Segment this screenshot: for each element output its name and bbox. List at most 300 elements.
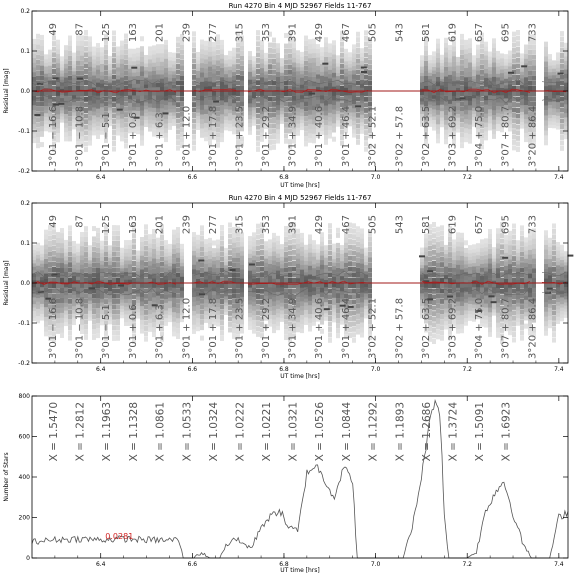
heat-cell: [92, 325, 96, 330]
heat-cell: [96, 130, 100, 135]
heat-cell: [192, 135, 196, 140]
heat-cell: [200, 54, 204, 59]
heat-cell: [68, 86, 72, 91]
heat-cell: [360, 248, 364, 253]
heat-cell: [516, 147, 520, 152]
heat-cell: [564, 121, 568, 126]
heat-cell: [356, 324, 360, 329]
heat-cell: [60, 323, 64, 328]
heat-cell: [220, 315, 224, 320]
heat-cell: [288, 91, 292, 96]
heat-cell: [72, 53, 76, 58]
declination-label: 3°01 − 5.1: [101, 112, 113, 167]
heat-cell: [68, 241, 72, 246]
heat-cell: [60, 253, 64, 258]
heat-cell: [84, 278, 88, 283]
heat-cell: [300, 242, 304, 247]
heat-cell: [460, 256, 464, 261]
heat-cell: [112, 113, 116, 118]
heat-cell: [496, 298, 500, 303]
heat-cell: [308, 49, 312, 54]
heat-cell: [520, 288, 524, 293]
heat-cell: [460, 319, 464, 324]
heat-cell: [460, 251, 464, 256]
heat-cell: [216, 65, 220, 70]
heat-cell: [300, 305, 304, 310]
heat-cell: [512, 337, 516, 342]
heat-cell: [460, 117, 464, 122]
heat-cell: [96, 56, 100, 61]
heat-cell: [300, 324, 304, 329]
heat-cell: [228, 245, 232, 250]
heat-cell: [316, 244, 320, 249]
heat-cell: [192, 237, 196, 242]
heat-cell: [352, 300, 356, 305]
heat-cell: [68, 299, 72, 304]
heat-cell: [104, 288, 108, 293]
heat-cell: [52, 52, 56, 57]
heat-cell: [336, 283, 340, 288]
outlier-mark: [361, 67, 367, 69]
heat-cell: [460, 101, 464, 106]
heat-cell: [192, 75, 196, 80]
heat-cell: [64, 50, 68, 55]
heat-cell: [200, 114, 204, 119]
heat-cell: [144, 294, 148, 299]
heat-cell: [80, 237, 84, 242]
heat-cell: [68, 46, 72, 51]
heat-cell: [328, 121, 332, 126]
heat-cell: [132, 300, 136, 305]
heat-cell: [220, 137, 224, 142]
heat-cell: [496, 323, 500, 328]
heat-cell: [208, 47, 212, 52]
heat-cell: [260, 82, 264, 87]
heat-cell: [164, 77, 168, 82]
heat-cell: [492, 53, 496, 58]
heat-cell: [260, 100, 264, 105]
heat-cell: [96, 78, 100, 83]
heat-cell: [492, 38, 496, 43]
heat-cell: [532, 81, 536, 86]
heat-cell: [308, 300, 312, 305]
heat-cell: [460, 76, 464, 81]
heat-cell: [276, 72, 280, 77]
heat-cell: [56, 54, 60, 59]
heat-cell: [196, 248, 200, 253]
heat-cell: [176, 303, 180, 308]
heat-cell: [544, 121, 548, 126]
heat-cell: [488, 234, 492, 239]
heat-cell: [560, 64, 564, 69]
heat-cell: [104, 102, 108, 107]
heat-cell: [440, 336, 444, 341]
heat-cell: [84, 91, 88, 96]
heat-cell: [340, 75, 344, 80]
heat-cell: [200, 63, 204, 68]
heat-cell: [308, 318, 312, 323]
heat-cell: [84, 231, 88, 236]
heat-cell: [368, 236, 372, 241]
field-number-label: 277: [207, 23, 219, 43]
heat-cell: [308, 72, 312, 77]
heat-cell: [112, 236, 116, 241]
heat-cell: [336, 233, 340, 238]
heat-cell: [296, 263, 300, 268]
heat-cell: [436, 314, 440, 319]
heat-cell: [196, 313, 200, 318]
heat-cell: [440, 246, 444, 251]
heat-cell: [176, 48, 180, 53]
heat-cell: [160, 235, 164, 240]
heat-cell: [328, 256, 332, 261]
heat-cell: [436, 77, 440, 82]
heat-cell: [328, 240, 332, 245]
heat-cell: [428, 240, 432, 245]
heat-cell: [124, 54, 128, 59]
heat-cell: [196, 239, 200, 244]
heat-cell: [112, 30, 116, 35]
heat-cell: [436, 319, 440, 324]
panel-top-ylabel: Residual [mag]: [3, 68, 10, 114]
heat-cell: [52, 58, 56, 63]
heat-cell: [160, 44, 164, 49]
heat-cell: [436, 119, 440, 124]
heat-cell: [332, 128, 336, 133]
heat-cell: [256, 272, 260, 277]
heat-cell: [232, 263, 236, 268]
heat-cell: [516, 91, 520, 96]
heat-cell: [256, 63, 260, 68]
heat-cell: [336, 298, 340, 303]
heat-cell: [196, 309, 200, 314]
heat-cell: [360, 333, 364, 338]
heat-cell: [232, 237, 236, 242]
heat-cell: [456, 255, 460, 260]
heat-cell: [484, 64, 488, 69]
heat-cell: [192, 255, 196, 260]
heat-cell: [288, 43, 292, 48]
heat-cell: [88, 61, 92, 66]
heat-cell: [40, 142, 44, 147]
heat-cell: [312, 43, 316, 48]
heat-cell: [240, 101, 244, 106]
heat-cell: [296, 253, 300, 258]
heat-cell: [208, 61, 212, 66]
heat-cell: [272, 251, 276, 256]
heat-cell: [352, 278, 356, 283]
heat-cell: [112, 331, 116, 336]
heat-cell: [492, 72, 496, 77]
heat-cell: [32, 86, 36, 91]
heat-cell: [356, 247, 360, 252]
heat-cell: [328, 316, 332, 321]
heat-cell: [96, 228, 100, 233]
heat-cell: [564, 104, 568, 109]
heat-cell: [368, 65, 372, 70]
heat-cell: [56, 86, 60, 91]
heat-cell: [564, 60, 568, 65]
heat-cell: [252, 297, 256, 302]
heat-cell: [508, 254, 512, 259]
heat-cell: [180, 76, 184, 81]
heat-cell: [220, 58, 224, 63]
heat-cell: [436, 334, 440, 339]
heat-cell: [460, 296, 464, 301]
heat-cell: [304, 46, 308, 51]
heat-cell: [212, 46, 216, 51]
heat-cell: [172, 278, 176, 283]
heat-cell: [116, 262, 120, 267]
heat-cell: [252, 315, 256, 320]
declination-label: 3°01 + 23.5: [234, 105, 246, 167]
heat-cell: [336, 228, 340, 233]
heat-cell: [488, 244, 492, 249]
heat-cell: [360, 243, 364, 248]
heat-cell: [92, 242, 96, 247]
heat-cell: [252, 251, 256, 256]
heat-cell: [432, 328, 436, 333]
heat-cell: [544, 61, 548, 66]
heat-cell: [272, 265, 276, 270]
heat-cell: [120, 77, 124, 82]
heat-cell: [236, 48, 240, 53]
heat-cell: [444, 76, 448, 81]
heat-cell: [120, 45, 124, 50]
heat-cell: [88, 245, 92, 250]
heat-cell: [520, 336, 524, 341]
heat-cell: [468, 67, 472, 72]
heat-cell: [564, 47, 568, 52]
heat-cell: [132, 294, 136, 299]
heat-cell: [148, 252, 152, 257]
heat-cell: [504, 54, 508, 59]
heat-cell: [136, 48, 140, 53]
heat-cell: [228, 261, 232, 266]
heat-cell: [428, 262, 432, 267]
heat-cell: [492, 247, 496, 252]
heat-cell: [492, 129, 496, 134]
heat-cell: [92, 252, 96, 257]
heat-cell: [356, 140, 360, 145]
heat-cell: [284, 54, 288, 59]
heat-cell: [276, 257, 280, 262]
heat-cell: [196, 265, 200, 270]
heat-cell: [140, 86, 144, 91]
heat-cell: [276, 274, 280, 279]
heat-cell: [548, 54, 552, 59]
heat-cell: [220, 40, 224, 45]
heat-cell: [84, 237, 88, 242]
heat-cell: [208, 101, 212, 106]
heat-cell: [104, 65, 108, 70]
heat-cell: [88, 51, 92, 56]
declination-label: 3°01 + 0.6: [127, 112, 139, 167]
heat-cell: [144, 246, 148, 251]
heat-cell: [508, 264, 512, 269]
heat-cell: [436, 237, 440, 242]
heat-cell: [284, 288, 288, 293]
heat-cell: [256, 321, 260, 326]
heat-cell: [164, 63, 168, 68]
heat-cell: [460, 237, 464, 242]
heat-cell: [516, 119, 520, 124]
heat-cell: [52, 245, 56, 250]
heat-cell: [304, 66, 308, 71]
heat-cell: [236, 273, 240, 278]
heat-cell: [76, 51, 80, 56]
declination-label: 3°02 + 52.1: [367, 105, 379, 167]
heat-cell: [288, 240, 292, 245]
heat-cell: [488, 317, 492, 322]
heat-cell: [512, 224, 516, 229]
heat-cell: [272, 296, 276, 301]
heat-cell: [176, 135, 180, 140]
heat-cell: [452, 51, 456, 56]
heat-cell: [116, 315, 120, 320]
heat-cell: [432, 306, 436, 311]
heat-cell: [228, 256, 232, 261]
heat-cell: [68, 51, 72, 56]
x-tick-label: 7.0: [370, 174, 381, 181]
heat-cell: [152, 244, 156, 249]
heat-cell: [272, 54, 276, 59]
heat-cell: [236, 91, 240, 96]
heat-cell: [352, 44, 356, 49]
heat-cell: [444, 47, 448, 52]
heat-cell: [288, 261, 292, 266]
heat-cell: [432, 322, 436, 327]
heat-cell: [560, 91, 564, 96]
heat-cell: [216, 86, 220, 91]
heat-cell: [220, 331, 224, 336]
heat-cell: [104, 96, 108, 101]
heat-cell: [364, 91, 368, 96]
heat-cell: [112, 310, 116, 315]
heat-cell: [196, 304, 200, 309]
heat-cell: [180, 96, 184, 101]
heat-cell: [96, 60, 100, 65]
heat-cell: [92, 273, 96, 278]
heat-cell: [208, 66, 212, 71]
heat-cell: [564, 69, 568, 74]
heat-cell: [44, 235, 48, 240]
heat-cell: [140, 315, 144, 320]
heat-cell: [304, 101, 308, 106]
heat-cell: [240, 260, 244, 265]
heat-cell: [560, 53, 564, 58]
heat-cell: [532, 70, 536, 75]
heat-cell: [64, 109, 68, 114]
heat-cell: [328, 61, 332, 66]
heat-cell: [240, 251, 244, 256]
heat-cell: [140, 269, 144, 274]
heat-cell: [64, 73, 68, 78]
heat-cell: [176, 293, 180, 298]
heat-cell: [364, 75, 368, 80]
heat-cell: [40, 91, 44, 96]
heat-cell: [320, 260, 324, 265]
heat-cell: [344, 283, 348, 288]
heat-cell: [64, 77, 68, 82]
heat-cell: [544, 52, 548, 57]
heat-cell: [308, 327, 312, 332]
heat-cell: [96, 99, 100, 104]
heat-cell: [480, 81, 484, 86]
heat-cell: [236, 42, 240, 47]
heat-cell: [284, 70, 288, 75]
heat-cell: [288, 267, 292, 272]
heat-cell: [220, 91, 224, 96]
heat-cell: [112, 64, 116, 69]
heat-cell: [116, 304, 120, 309]
heat-cell: [80, 71, 84, 76]
heat-cell: [496, 318, 500, 323]
heat-cell: [140, 301, 144, 306]
heat-cell: [504, 244, 508, 249]
heat-cell: [272, 59, 276, 64]
heat-cell: [256, 224, 260, 229]
heat-cell: [104, 246, 108, 251]
heat-cell: [436, 110, 440, 115]
heat-cell: [116, 309, 120, 314]
heat-cell: [140, 141, 144, 146]
heat-cell: [496, 228, 500, 233]
x-tick-label: 6.4: [95, 174, 106, 181]
heat-cell: [148, 269, 152, 274]
declination-label: 3°03 + 69.2: [447, 105, 459, 167]
heat-cell: [272, 118, 276, 123]
heat-cell: [328, 272, 332, 277]
heat-cell: [520, 304, 524, 309]
heat-cell: [284, 242, 288, 247]
heat-cell: [200, 246, 204, 251]
heat-cell: [80, 232, 84, 237]
heat-cell: [140, 242, 144, 247]
heat-cell: [112, 241, 116, 246]
heat-cell: [220, 320, 224, 325]
heat-cell: [456, 260, 460, 265]
heat-cell: [132, 49, 136, 54]
heat-cell: [524, 49, 528, 54]
heat-cell: [516, 141, 520, 146]
heat-cell: [104, 235, 108, 240]
heat-cell: [64, 127, 68, 132]
heat-cell: [508, 278, 512, 283]
heat-cell: [356, 242, 360, 247]
heat-cell: [160, 278, 164, 283]
heat-cell: [236, 70, 240, 75]
heat-cell: [368, 49, 372, 54]
heat-cell: [464, 72, 468, 77]
heat-cell: [236, 278, 240, 283]
heat-cell: [140, 324, 144, 329]
heat-cell: [512, 64, 516, 69]
heat-cell: [524, 68, 528, 73]
heat-cell: [564, 125, 568, 130]
heat-cell: [112, 80, 116, 85]
heat-cell: [40, 76, 44, 81]
heat-cell: [460, 112, 464, 117]
heat-cell: [356, 293, 360, 298]
declination-label: 3°01 + 46.4: [340, 105, 352, 167]
heat-cell: [452, 61, 456, 66]
heat-cell: [436, 298, 440, 303]
heat-cell: [260, 267, 264, 272]
heat-cell: [496, 243, 500, 248]
heat-cell: [312, 67, 316, 72]
heat-cell: [440, 267, 444, 272]
